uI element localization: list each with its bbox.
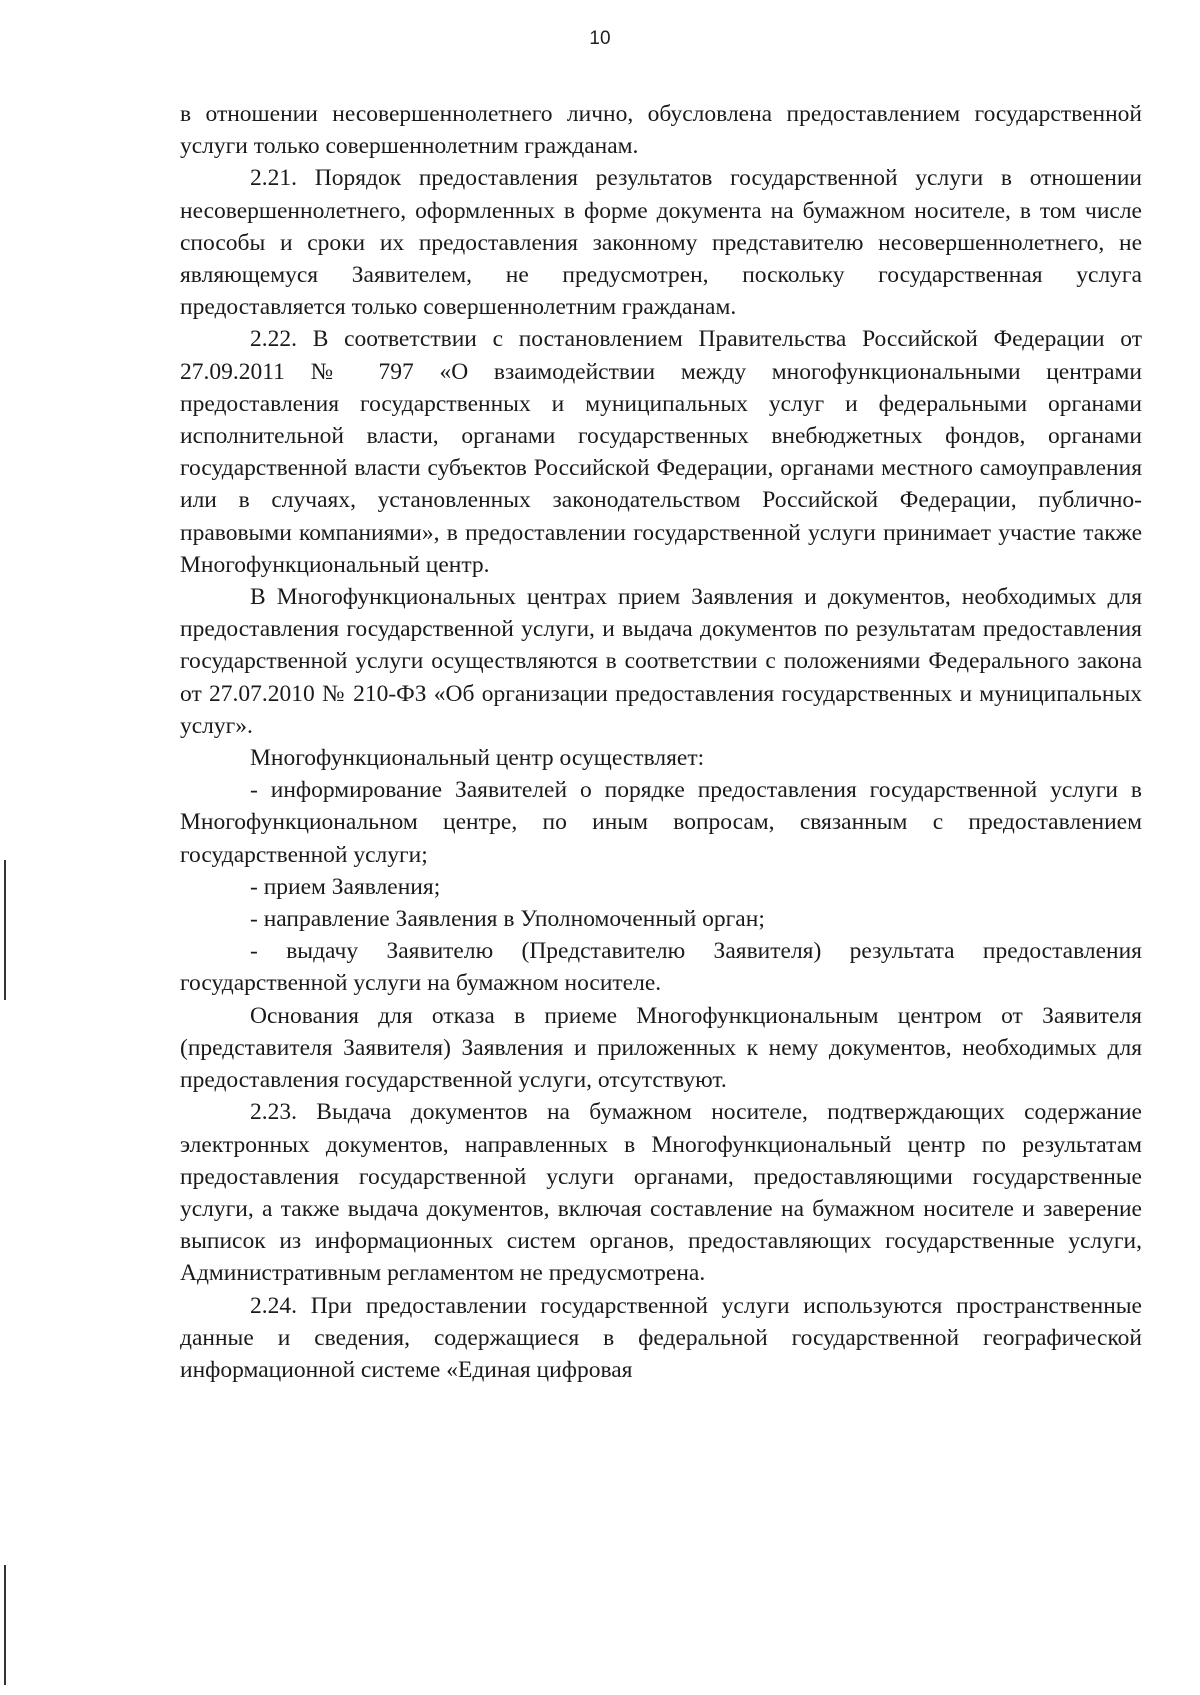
paragraph-continuation: в отношении несовершеннолетнего лично, обусловлена предоставлением государственной услуги только совершеннолетним гражданам. (180, 101, 1142, 160)
paragraph-2-24: 2.24. При предоставлении государственной услуги используются пространственные данные и сведения, содержащиеся в федеральной государственной географической информационной системе «Единая цифровая (180, 1292, 1142, 1383)
paragraph-2-21: 2.21. Порядок предоставления результатов государственной услуги в отношении несовершеннолетнего, оформленных в форме документа на бумажном носителе, в том числе способы и сроки их предоставления законному представителю несовершеннолетнего, не являющемуся Заявителем, не предусмотрен, поскольку государственная услуга предоставляется только совершеннолетним гражданам. (180, 165, 1142, 321)
scan-margin-line (4, 860, 6, 1000)
paragraph-mfc-reception: В Многофункциональных центрах прием Заявления и документов, необходимых для предоставления государственной услуги, и выдача документов по результатам предоставления государственной услуги осуществляются в соответствии с положениями Федерального закона от 27.07.2010 № 210-ФЗ «Об организации предоставления государственных и муниципальных услуг». (180, 584, 1142, 739)
scan-margin-line (4, 1565, 6, 1685)
paragraph-2-23: 2.23. Выдача документов на бумажном носителе, подтверждающих содержание электронных документов, направленных в Многофункциональный центр по результатам предоставления государственной услуги органами, предоставляющими государственные услуги, а также выдача документов, включая составление на бумажном носителе и заверение выписок из информационных систем органов, предоставляющих государственные услуги, Административным регламентом не предусмотрена. (180, 1099, 1142, 1287)
list-item-issuance: - выдачу Заявителю (Представителю Заявителя) результата предоставления государственной услуги на бумажном носителе. (180, 938, 1142, 997)
page-number: 10 (589, 28, 611, 49)
paragraph-refusal-grounds: Основания для отказа в приеме Многофункциональным центром от Заявителя (представителя Заявителя) Заявления и приложенных к нему документов, необходимых для предоставления государственной услуги, отсутствуют. (180, 1002, 1142, 1094)
list-item-reception: - прием Заявления; (250, 873, 441, 900)
list-item-forwarding: - направление Заявления в Уполномоченный орган; (250, 906, 765, 933)
paragraph-2-22: 2.22. В соответствии с постановлением Правительства Российской Федерации от 27.09.2011 № 797 «О взаимодействии между многофункциональными центрами предоставления государственных и муниципальных услуг и федеральными органами исполнительной власти, органами государственных внебюджетных фондов, органами государственной власти субъектов Российской Федерации, органами местного самоуправления или в случаях, установленных законодательством Российской Федерации, публично-правовыми компаниями», в предоставлении государственной услуги принимает участие также Многофункциональный центр. (180, 326, 1142, 578)
list-item-informing: - информирование Заявителей о порядке предоставления государственной услуги в Многофункциональном центре, по иным вопросам, связанным с предоставлением государственной услуги; (180, 777, 1142, 868)
document-body (180, 98, 1142, 1386)
paragraph-mfc-performs: Многофункциональный центр осуществляет: (250, 745, 705, 772)
